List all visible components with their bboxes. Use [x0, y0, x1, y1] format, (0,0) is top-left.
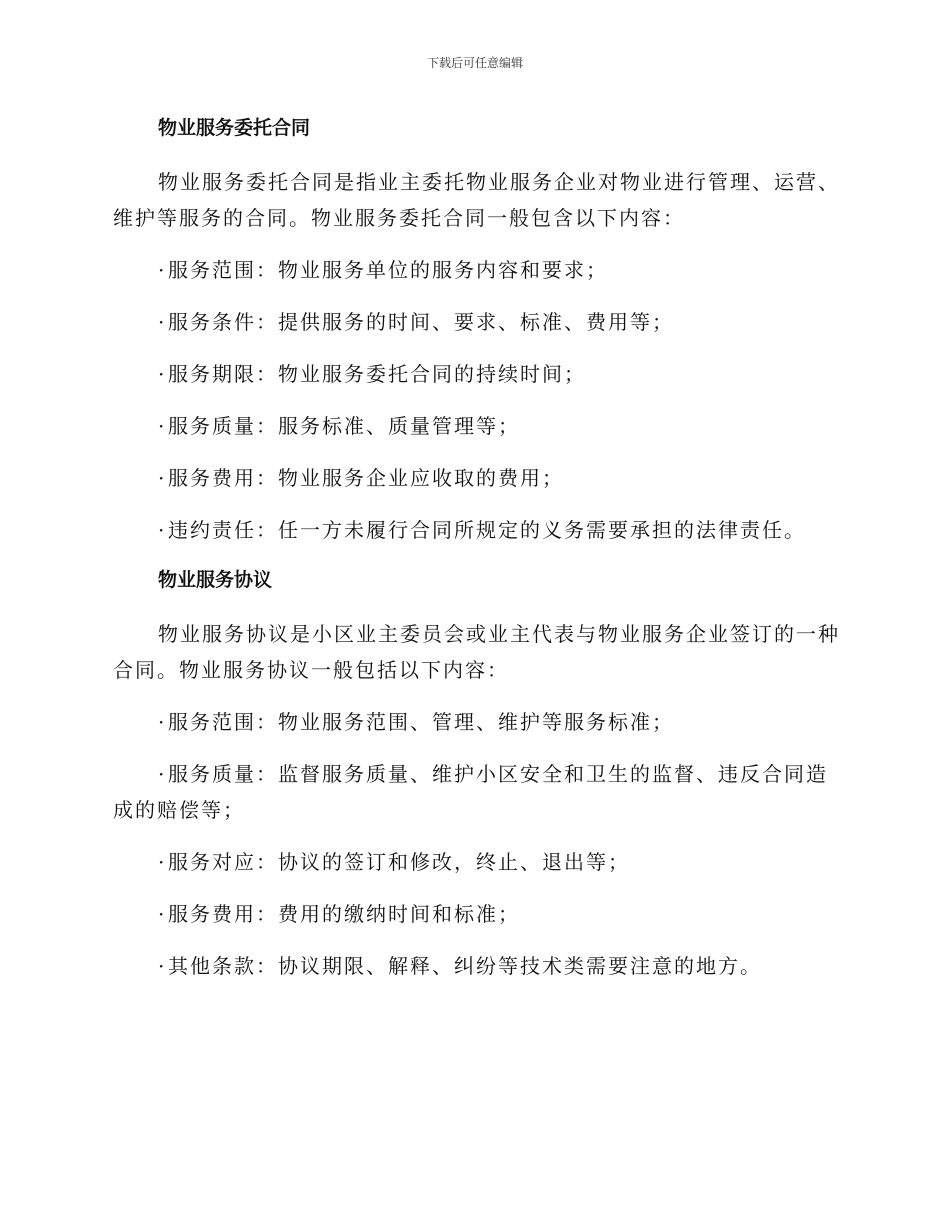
- list-item: · 服务条件：提供服务的时间、要求、标准、费用等；: [113, 304, 843, 340]
- list-item: · 服务费用：物业服务企业应收取的费用；: [113, 460, 843, 496]
- list-item: · 服务质量：服务标准、质量管理等；: [113, 408, 843, 444]
- document-body: [113, 112, 843, 1000]
- bullet-icon: ·: [158, 414, 165, 438]
- section-entrustment-contract: [113, 112, 843, 548]
- page-header: 下载后可任意编辑: [426, 56, 523, 70]
- list-item: · 服务范围：物业服务范围、管理、维护等服务标准；: [113, 704, 843, 740]
- list-item: · 服务期限：物业服务委托合同的持续时间；: [113, 356, 843, 392]
- list-item: · 服务费用：费用的缴纳时间和标准；: [113, 896, 843, 932]
- bullet-icon: ·: [158, 850, 165, 874]
- bullet-icon: ·: [158, 762, 165, 786]
- bullet-icon: ·: [158, 954, 165, 978]
- section-heading: 物业服务委托合同: [158, 117, 311, 139]
- section-heading: 物业服务协议: [158, 569, 273, 591]
- list-item: · 服务范围：物业服务单位的服务内容和要求；: [113, 252, 843, 288]
- list-item: · 违约责任：任一方未履行合同所规定的义务需要承担的法律责任。: [113, 512, 843, 548]
- list-item: · 服务质量：监督服务质量、维护小区安全和卫生的监督、违反合同造成的赔偿等；: [113, 756, 843, 828]
- section-intro: 物业服务委托合同是指业主委托物业服务企业对物业进行管理、运营、维护等服务的合同。物业服务委托合同一般包含以下内容：: [113, 170, 840, 230]
- bullet-icon: ·: [158, 902, 165, 926]
- bullet-icon: ·: [158, 466, 165, 490]
- bullet-icon: ·: [158, 362, 165, 386]
- bullet-icon: ·: [158, 310, 165, 334]
- bullet-icon: ·: [158, 518, 165, 542]
- list-item: · 服务对应：协议的签订和修改，终止、退出等；: [113, 844, 843, 880]
- list-item: · 其他条款：协议期限、解释、纠纷等技术类需要注意的地方。: [113, 948, 843, 984]
- bullet-icon: ·: [158, 710, 165, 734]
- bullet-icon: ·: [158, 258, 165, 282]
- section-intro: 物业服务协议是小区业主委员会或业主代表与物业服务企业签订的一种合同。物业服务协议一般包括以下内容：: [113, 622, 840, 682]
- section-service-agreement: [113, 564, 843, 984]
